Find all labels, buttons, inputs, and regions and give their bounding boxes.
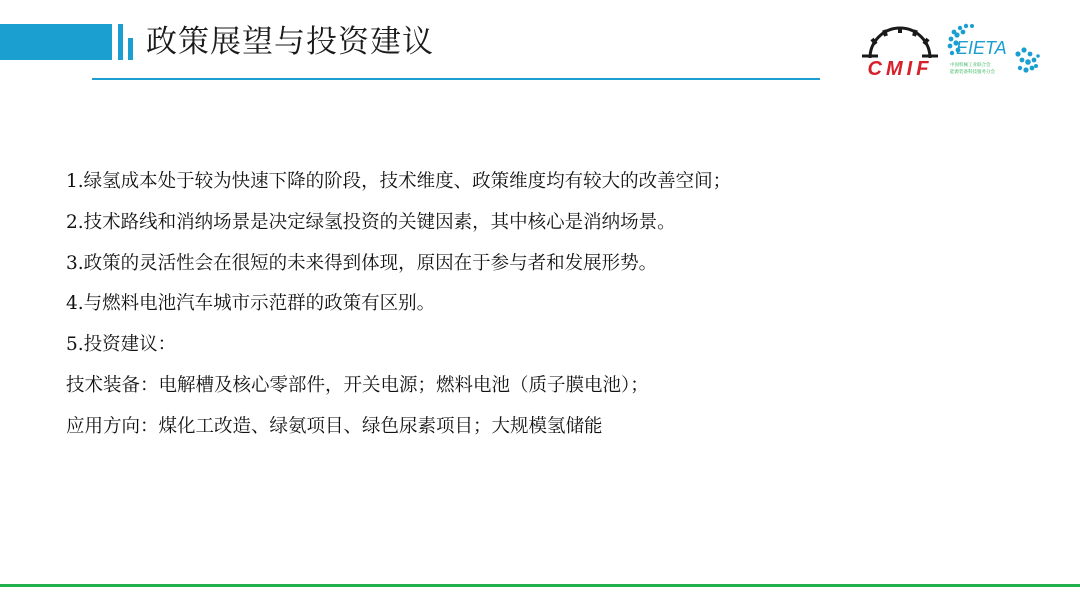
footer-divider xyxy=(0,584,1080,587)
cmif-logo-text: CMIF xyxy=(867,58,933,78)
title-accent-block xyxy=(0,24,112,60)
title-accent-tick xyxy=(118,24,123,60)
content-body xyxy=(66,162,1026,448)
tech-equipment-line: 技术装备：电解槽及核心零部件，开关电源；燃料电池（质子膜电池）； xyxy=(66,374,649,396)
point-5: 5.投资建议： xyxy=(66,334,177,356)
eieta-logo xyxy=(946,22,1042,84)
slide-title: 政策展望与投资建议 xyxy=(146,24,434,60)
point-1: 1.绿氢成本处于较为快速下降的阶段，技术维度、政策维度均有较大的改善空间； xyxy=(66,171,732,192)
eieta-logo-text: EIETA xyxy=(956,38,1007,58)
gear-icon xyxy=(862,27,938,58)
eieta-subtitle: 中国机械工业联合会 xyxy=(950,63,991,68)
point-2: 2.技术路线和消纳场景是决定绿氢投资的关键因素，其中核心是消纳场景。 xyxy=(66,211,676,233)
eieta-subtitle: 能源装备科技服务分会 xyxy=(950,70,995,75)
title-accent-tick xyxy=(128,38,133,60)
application-direction-line: 应用方向：煤化工改造、绿氨项目、绿色尿素项目；大规模氢储能 xyxy=(66,415,603,437)
point-4: 4.与燃料电池汽车城市示范群的政策有区别。 xyxy=(66,293,436,315)
point-3: 3.政策的灵活性会在很短的未来得到体现，原因在于参与者和发展形势。 xyxy=(66,252,658,274)
cmif-logo xyxy=(856,26,944,78)
title-underline xyxy=(92,78,820,80)
